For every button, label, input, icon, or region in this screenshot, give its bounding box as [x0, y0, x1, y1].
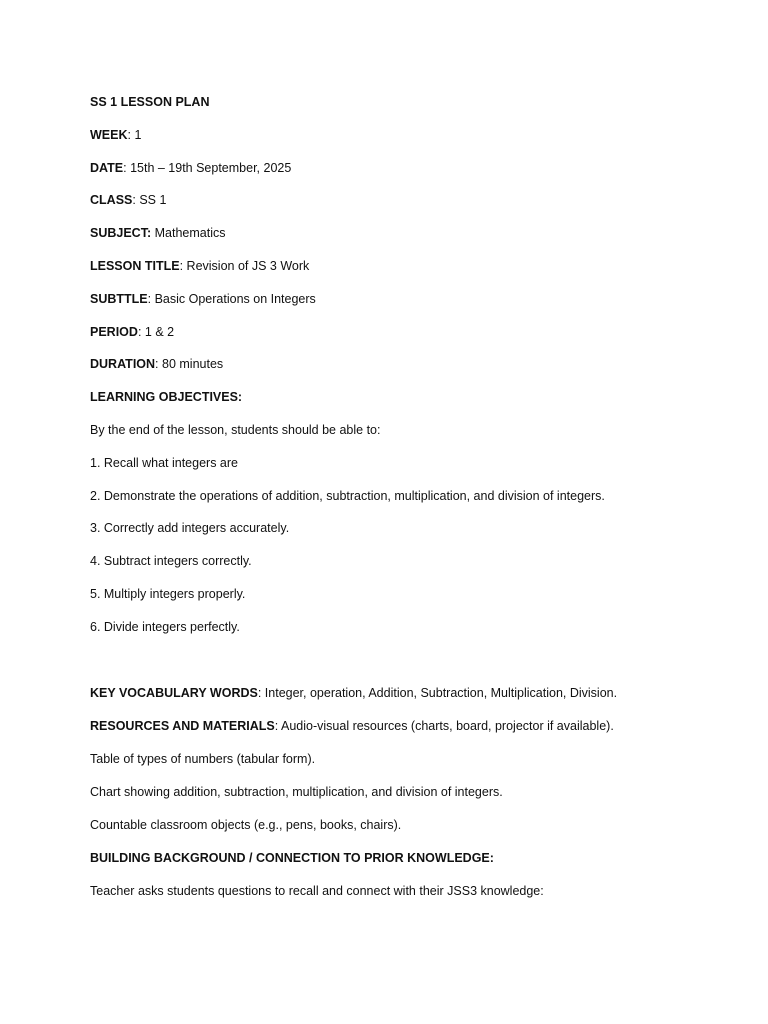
field-label: CLASS — [90, 193, 133, 207]
resources-label: RESOURCES AND MATERIALS — [90, 719, 275, 733]
resources-value: Audio-visual resources (charts, board, projector if available). — [281, 719, 614, 733]
field-date — [90, 160, 728, 176]
field-value: 1 — [134, 128, 142, 142]
objective-item: 5. Multiply integers properly. — [90, 587, 246, 601]
field-value: 1 & 2 — [144, 325, 175, 339]
field-separator: : — [123, 161, 131, 175]
key-vocabulary — [90, 685, 728, 701]
field-separator: : — [127, 128, 135, 142]
field-label: DURATION — [90, 357, 156, 371]
key-vocabulary-label: KEY VOCABULARY WORDS — [90, 686, 258, 700]
resource-item: Chart showing addition, subtraction, multiplication, and division of integers. — [90, 785, 503, 799]
field-separator: : — [147, 292, 155, 306]
field-value: Basic Operations on Integers — [154, 292, 316, 306]
field-label: DATE — [90, 161, 124, 175]
field-subtitle — [90, 291, 728, 307]
building-background-heading: BUILDING BACKGROUND / CONNECTION TO PRIOR KNOWLEDGE: — [90, 851, 494, 865]
objective-item: 2. Demonstrate the operations of addition, subtraction, multiplication, and division of integers. — [90, 489, 605, 503]
field-separator: : — [155, 357, 162, 371]
objective-item: 4. Subtract integers correctly. — [90, 554, 252, 568]
field-period — [90, 324, 728, 340]
field-separator: : — [132, 193, 140, 207]
objective-item: 1. Recall what integers are — [90, 456, 238, 470]
key-vocabulary-value: Integer, operation, Addition, Subtraction, Multiplication, Division. — [264, 686, 618, 700]
field-value: Revision of JS 3 Work — [186, 259, 310, 273]
objective-item: 3. Correctly add integers accurately. — [90, 521, 290, 535]
field-lesson-title — [90, 258, 728, 274]
field-value: SS 1 — [139, 193, 167, 207]
field-label: LESSON TITLE — [90, 259, 180, 273]
field-separator: : — [257, 686, 265, 700]
resources — [90, 718, 728, 734]
field-week — [90, 127, 728, 143]
objectives-heading: LEARNING OBJECTIVES: — [90, 390, 243, 404]
objective-item: 6. Divide integers perfectly. — [90, 620, 240, 634]
field-label: PERIOD — [90, 325, 138, 339]
field-value: 80 minutes — [162, 357, 224, 371]
building-background-text: Teacher asks students questions to recall and connect with their JSS3 knowledge: — [90, 884, 544, 898]
field-separator: : — [137, 325, 145, 339]
field-subject — [90, 225, 728, 241]
field-separator: : — [274, 719, 281, 733]
field-label: SUBJECT: — [90, 226, 152, 240]
field-label: WEEK — [90, 128, 128, 142]
field-duration — [90, 356, 728, 372]
field-value: Mathematics — [154, 226, 226, 240]
field-label: SUBTTLE — [90, 292, 148, 306]
objectives-intro: By the end of the lesson, students should be able to: — [90, 423, 381, 437]
field-separator: : — [179, 259, 187, 273]
field-class — [90, 192, 728, 208]
field-value: 15th – 19th September, 2025 — [130, 161, 292, 175]
resource-item: Table of types of numbers (tabular form). — [90, 752, 316, 766]
document-title: SS 1 LESSON PLAN — [90, 95, 210, 109]
resource-item: Countable classroom objects (e.g., pens, books, chairs). — [90, 818, 402, 832]
